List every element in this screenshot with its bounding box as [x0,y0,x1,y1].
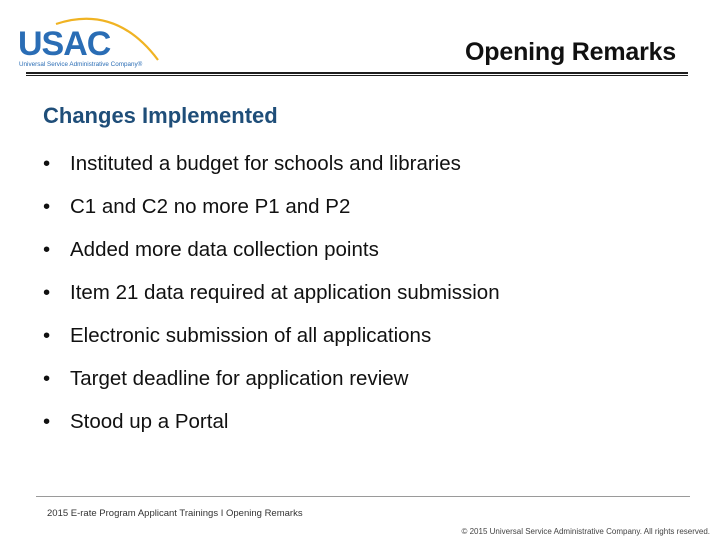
bullet-marker: • [43,195,51,218]
bullet-marker: • [43,324,51,347]
bullet-text: C1 and C2 no more P1 and P2 [70,195,351,218]
bullet-text: Electronic submission of all applications [70,324,432,347]
bullet-marker: • [43,410,51,433]
bullet-item [43,365,500,408]
bullet-text: Item 21 data required at application submission [70,281,500,304]
bullet-marker: • [43,152,51,175]
bullet-marker: • [43,238,51,261]
logo-tagline: Universal Service Administrative Company® [19,61,143,68]
bullet-item [43,193,500,236]
bullet-marker: • [43,367,51,390]
bullet-item [43,322,500,365]
bullet-text: Added more data collection points [70,238,379,261]
bullet-item [43,150,500,193]
bullet-text: Instituted a budget for schools and libraries [70,152,461,175]
usac-logo [16,12,161,72]
page-title: Opening Remarks [465,38,676,66]
footer-caption: 2015 E-rate Program Applicant Trainings I Opening Remarks [47,508,303,519]
header-divider [26,72,688,74]
bullet-item [43,236,500,279]
bullet-item [43,279,500,322]
logo-wordmark: USAC [18,25,111,63]
footer-divider [36,496,690,497]
section-heading: Changes Implemented [43,103,278,128]
header-divider-thin [26,75,688,76]
bullet-list [43,150,500,451]
bullet-text: Stood up a Portal [70,410,229,433]
bullet-marker: • [43,281,51,304]
bullet-item [43,408,500,451]
copyright-notice: © 2015 Universal Service Administrative Company. All rights reserved. [461,527,710,536]
bullet-text: Target deadline for application review [70,367,409,390]
